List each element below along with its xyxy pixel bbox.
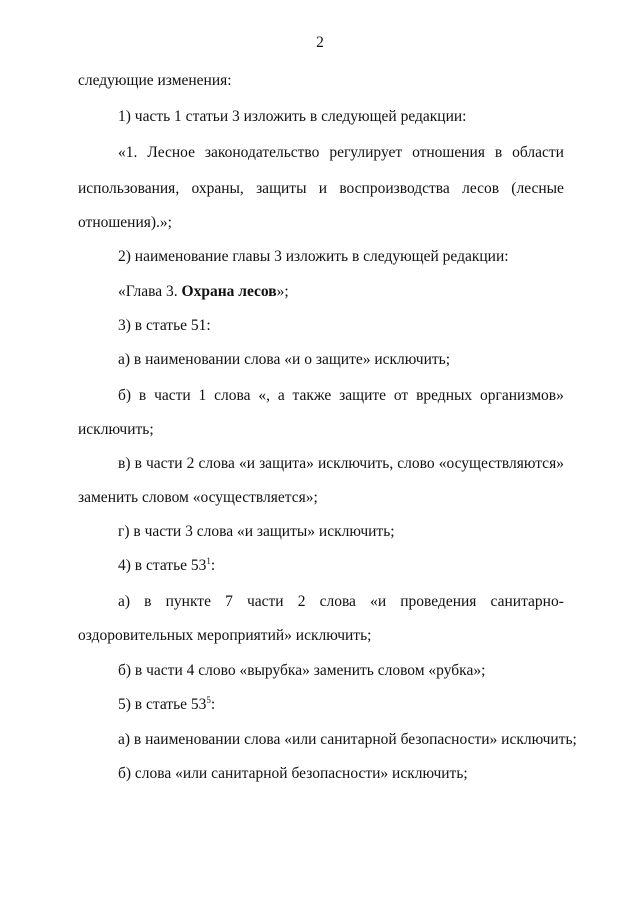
word: в bbox=[494, 144, 503, 161]
word: 7 bbox=[225, 593, 233, 610]
word: части bbox=[145, 455, 183, 472]
text-line-13: заменить словом «осуществляется»; bbox=[78, 489, 318, 506]
page-number: 2 bbox=[316, 34, 324, 51]
text-line-5: отношения).»; bbox=[78, 214, 172, 231]
word: а) bbox=[118, 593, 131, 610]
word: в bbox=[138, 387, 147, 404]
word: слово bbox=[397, 455, 435, 472]
text-line-15 bbox=[118, 557, 215, 575]
text-line-9: а) в наименовании слова «и о защите» исключить; bbox=[118, 351, 451, 368]
text-line-10 bbox=[118, 387, 564, 405]
text-line-8: 3) в статье 51: bbox=[118, 317, 211, 334]
word: санитарно- bbox=[490, 593, 564, 610]
text-line-16 bbox=[118, 593, 564, 611]
word: защите bbox=[339, 387, 387, 404]
text-line-19 bbox=[118, 696, 215, 714]
word: регулирует bbox=[329, 144, 403, 161]
word: «и bbox=[238, 455, 255, 472]
word: 1 bbox=[198, 387, 207, 404]
word: 2 bbox=[297, 593, 306, 610]
word: в bbox=[144, 593, 152, 610]
text-line-17: оздоровительных мероприятий» исключить; bbox=[78, 627, 372, 644]
word: «осуществляются» bbox=[438, 455, 564, 472]
article-superscript: 1 bbox=[206, 556, 211, 566]
word: защиты bbox=[256, 180, 307, 197]
chapter-suffix: »; bbox=[276, 283, 289, 300]
word: исключить, bbox=[317, 455, 394, 472]
word: организмов» bbox=[480, 387, 564, 404]
text-line-7 bbox=[118, 283, 289, 301]
chapter-prefix: «Глава 3. bbox=[118, 283, 182, 300]
text-line-1: следующие изменения: bbox=[78, 72, 232, 89]
word: воспроизводства bbox=[339, 180, 450, 197]
article-colon: : bbox=[210, 557, 216, 574]
text-line-21: б) слова «или санитарной безопасности» исключить; bbox=[118, 765, 468, 782]
word: лесов bbox=[462, 180, 500, 197]
word: охраны, bbox=[191, 180, 244, 197]
word: от bbox=[393, 387, 409, 404]
text-line-3 bbox=[118, 144, 564, 162]
word: слова bbox=[319, 593, 356, 610]
word: также bbox=[292, 387, 332, 404]
text-line-14: г) в части 3 слова «и защиты» исключить; bbox=[118, 523, 395, 540]
word: вредных bbox=[416, 387, 473, 404]
word: области bbox=[512, 144, 564, 161]
word: пункте bbox=[165, 593, 211, 610]
word: использования, bbox=[78, 180, 180, 197]
article-ref: 4) в статье 53 bbox=[118, 557, 207, 574]
text-line-6: 2) наименование главы 3 изложить в следующей редакции: bbox=[118, 248, 509, 265]
article-ref: 5) в статье 53 bbox=[118, 696, 207, 713]
word: (лесные bbox=[511, 180, 564, 197]
article-colon: : bbox=[210, 696, 216, 713]
word: и bbox=[318, 180, 328, 197]
text-line-4 bbox=[78, 180, 564, 198]
word: Лесное bbox=[147, 144, 195, 161]
word: защита» bbox=[259, 455, 314, 472]
word: проведения bbox=[400, 593, 477, 610]
word: «, bbox=[258, 387, 270, 404]
word: «и bbox=[370, 593, 387, 610]
text-line-18: б) в части 4 слово «вырубка» заменить словом «рубка»; bbox=[118, 662, 486, 679]
text-line-11: исключить; bbox=[78, 421, 154, 438]
word: слова bbox=[214, 387, 251, 404]
word: в) bbox=[118, 455, 131, 472]
word: отношения bbox=[412, 144, 485, 161]
word: законодательство bbox=[204, 144, 320, 161]
word: 2 bbox=[186, 455, 195, 472]
word: «1. bbox=[118, 144, 138, 161]
article-superscript: 5 bbox=[206, 695, 211, 705]
chapter-title: Охрана лесов bbox=[181, 283, 277, 300]
word: в bbox=[134, 455, 142, 472]
word: части bbox=[154, 387, 191, 404]
text-line-12 bbox=[118, 455, 564, 473]
word: а bbox=[277, 387, 285, 404]
word: части bbox=[246, 593, 284, 610]
word: б) bbox=[118, 387, 132, 404]
word: слова bbox=[198, 455, 235, 472]
text-line-20: а) в наименовании слова «или санитарной безопасности» исключить; bbox=[118, 731, 577, 748]
text-line-2: 1) часть 1 статьи 3 изложить в следующей редакции: bbox=[118, 108, 467, 125]
